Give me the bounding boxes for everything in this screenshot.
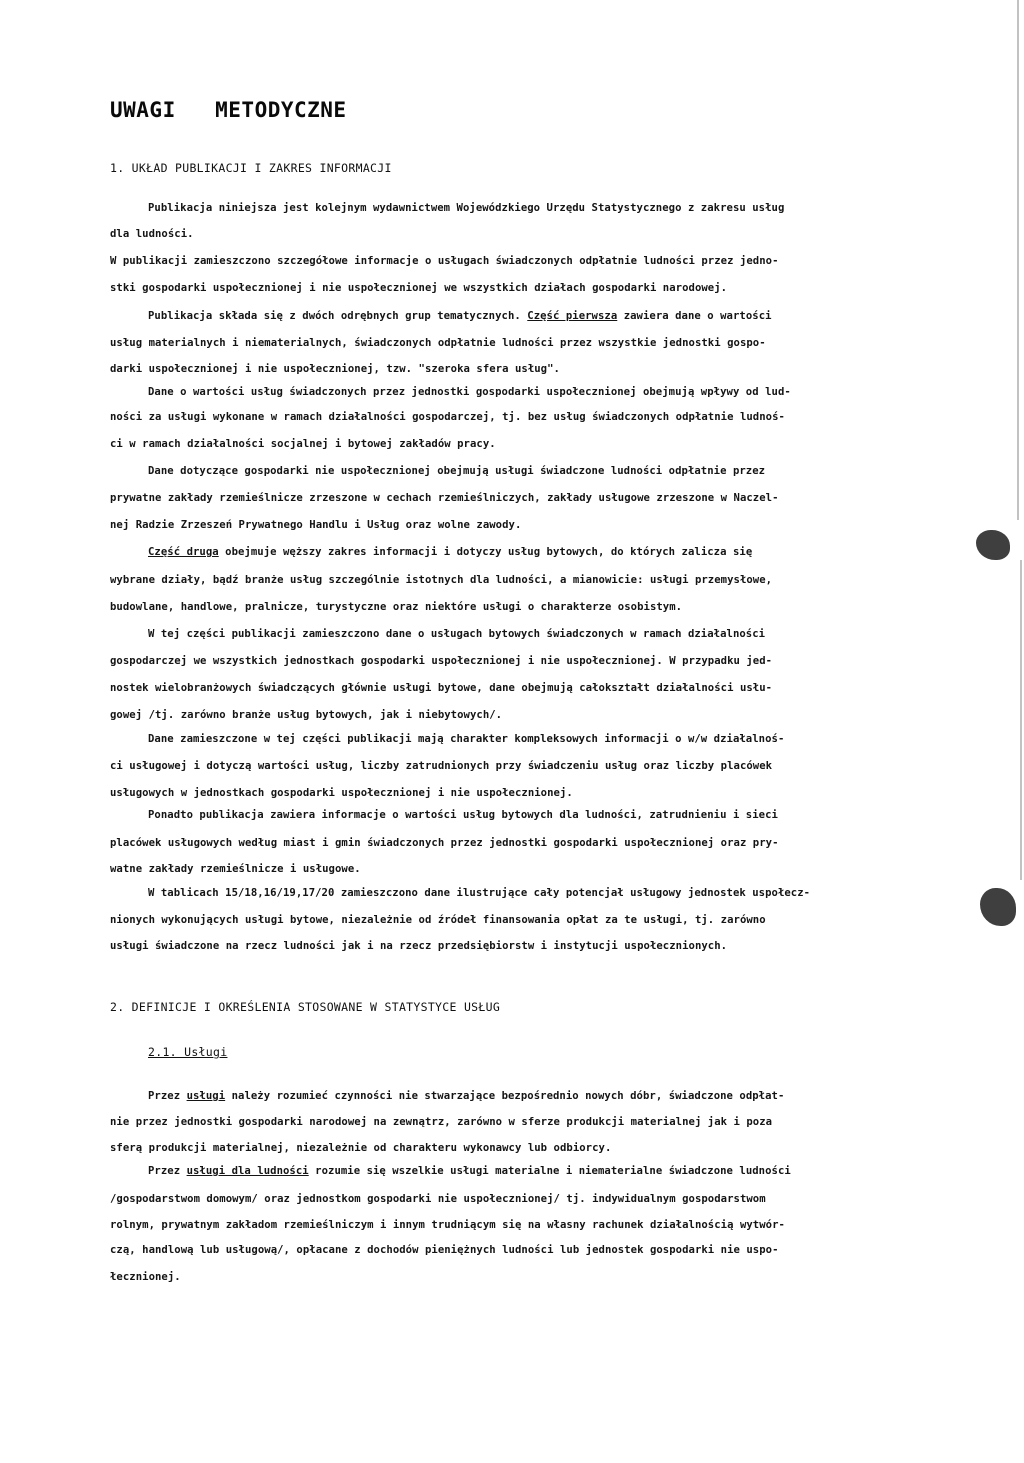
- paragraph-line: nej Radzie Zrzeszeń Prywatnego Handlu i Usług oraz wolne zawody.: [110, 519, 522, 531]
- text-run: Publikacja składa się z dwóch odrębnych grup tematycznych.: [148, 310, 521, 322]
- paragraph-line: łecznionej.: [110, 1271, 181, 1283]
- paragraph-line: [148, 1089, 962, 1103]
- paragraph-line: gospodarczej we wszystkich jednostkach gospodarki uspołecznionej i nie uspołecznionej. W przypadku jed-: [110, 655, 773, 667]
- paragraph-line: [148, 309, 962, 323]
- paragraph-line: /gospodarstwom domowym/ oraz jednostkom gospodarki nie uspołecznionej/ tj. indywidualnym gospodarstwom: [110, 1193, 766, 1205]
- text-run: należy rozumieć czynności nie stwarzające bezpośrednio nowych dóbr, świadczone odpłat-: [231, 1090, 785, 1102]
- paragraph-line: [148, 545, 962, 559]
- subsection-2-1-heading: 2.1. Usługi: [148, 1045, 228, 1059]
- section-2-heading: 2. DEFINICJE I OKREŚLENIA STOSOWANE W STATYSTYCE USŁUG: [110, 1000, 501, 1014]
- paragraph-line: budowlane, handlowe, pralnicze, turystyczne oraz niektóre usługi o charakterze osobistym.: [110, 601, 683, 613]
- paragraph-line: placówek usługowych według miast i gmin świadczonych przez jednostki gospodarki uspołecznionej oraz pry-: [110, 837, 779, 849]
- paragraph-line: Publikacja niniejsza jest kolejnym wydawnictwem Wojewódzkiego Urzędu Statystycznego z zakresu usług: [148, 202, 785, 214]
- paragraph-line: darki uspołecznionej i nie uspołecznionej, tzw. "szeroka sfera usług".: [110, 363, 560, 375]
- paragraph-line: stki gospodarki uspołecznionej i nie uspołecznionej we wszystkich działach gospodarki narodowej.: [110, 282, 728, 294]
- paragraph-line: gowej /tj. zarówno branże usług bytowych, jak i niebytowych/.: [110, 709, 503, 721]
- paragraph-line: W publikacji zamieszczono szczegółowe informacje o usługach świadczonych odpłatnie ludności przez jedno-: [110, 255, 779, 267]
- paragraph-line: ci usługowej i dotyczą wartości usług, liczby zatrudnionych przy świadczeniu usług oraz liczby placówek: [110, 760, 773, 772]
- paragraph-line: usługowych w jednostkach gospodarki uspołecznionej i nie uspołecznionej.: [110, 787, 573, 799]
- underlined-term-uslugi: usługi: [186, 1090, 226, 1102]
- underlined-term-part-one: Część pierwsza: [527, 310, 618, 322]
- scan-edge-line: [1020, 560, 1022, 880]
- paragraph-line: ności za usługi wykonane w ramach działalności gospodarczej, tj. bez usług świadczonych odpłatnie ludnoś-: [110, 411, 785, 423]
- paragraph-line: usług materialnych i niematerialnych, świadczonych odpłatnie ludności przez wszystkie jednostki gospo-: [110, 337, 766, 349]
- underlined-term-uslugi-dla-ludnosci: usługi dla ludności: [186, 1165, 309, 1177]
- text-run: rozumie się wszelkie usługi materialne i niematerialne świadczone ludności: [315, 1165, 791, 1177]
- paragraph-line: W tablicach 15/18,16/19,17/20 zamieszczono dane ilustrujące cały potencjał usługowy jednostek uspołecz-: [148, 887, 811, 899]
- paragraph-line: wybrane działy, bądź branże usług szczególnie istotnych dla ludności, a mianowicie: usługi przemysłowe,: [110, 574, 773, 586]
- scan-blot: [980, 888, 1016, 926]
- underlined-term-part-two: Część druga: [148, 546, 219, 558]
- paragraph-line: ci w ramach działalności socjalnej i bytowej zakładów pracy.: [110, 438, 496, 450]
- paragraph-line: nionych wykonujących usługi bytowe, niezależnie od źródeł finansowania opłat za te usługi, tj. zarówno: [110, 914, 766, 926]
- text-run: Przez: [148, 1090, 181, 1102]
- section-1-heading: 1. UKŁAD PUBLIKACJI I ZAKRES INFORMACJI: [110, 161, 392, 175]
- paragraph-line: Ponadto publikacja zawiera informacje o wartości usług bytowych dla ludności, zatrudnieniu i sieci: [148, 809, 778, 821]
- scan-edge-line: [1017, 0, 1019, 520]
- text-run: obejmuje węższy zakres informacji i dotyczy usług bytowych, do których zalicza się: [225, 546, 753, 558]
- text-run: zawiera dane o wartości: [623, 310, 772, 322]
- page-title: UWAGI METODYCZNE: [110, 98, 347, 122]
- paragraph-line: usługi świadczone na rzecz ludności jak i na rzecz przedsiębiorstw i instytucji uspołecznionych.: [110, 940, 728, 952]
- paragraph-line: nostek wielobranżowych świadczących głównie usługi bytowe, dane obejmują całokształt działalności usłu-: [110, 682, 773, 694]
- paragraph-line: [148, 1164, 962, 1178]
- paragraph-line: W tej części publikacji zamieszczono dane o usługach bytowych świadczonych w ramach działalności: [148, 628, 766, 640]
- paragraph-line: dla ludności.: [110, 228, 194, 240]
- paragraph-line: nie przez jednostki gospodarki narodowej na zewnątrz, zarówno w sferze produkcji materialnej jak i poza: [110, 1116, 773, 1128]
- paragraph-line: Dane o wartości usług świadczonych przez jednostki gospodarki uspołecznionej obejmują wpływy od lud-: [148, 386, 791, 398]
- paragraph-line: sferą produkcji materialnej, niezależnie od charakteru wykonawcy lub odbiorcy.: [110, 1142, 612, 1154]
- paragraph-line: rolnym, prywatnym zakładom rzemieślniczym i innym trudniącym się na własny rachunek działalnością wytwór-: [110, 1219, 785, 1231]
- paragraph-line: prywatne zakłady rzemieślnicze zrzeszone w cechach rzemieślniczych, zakłady usługowe zrzeszone w Naczel-: [110, 492, 779, 504]
- paragraph-line: watne zakłady rzemieślnicze i usługowe.: [110, 863, 361, 875]
- scan-blot: [976, 530, 1010, 560]
- text-run: Przez: [148, 1165, 181, 1177]
- paragraph-line: Dane zamieszczone w tej części publikacji mają charakter kompleksowych informacji o w/w działalnoś-: [148, 733, 785, 745]
- paragraph-line: czą, handlową lub usługową/, opłacane z dochodów pieniężnych ludności lub jednostek gospodarki nie uspo-: [110, 1244, 779, 1256]
- paragraph-line: Dane dotyczące gospodarki nie uspołecznionej obejmują usługi świadczone ludności odpłatnie przez: [148, 465, 766, 477]
